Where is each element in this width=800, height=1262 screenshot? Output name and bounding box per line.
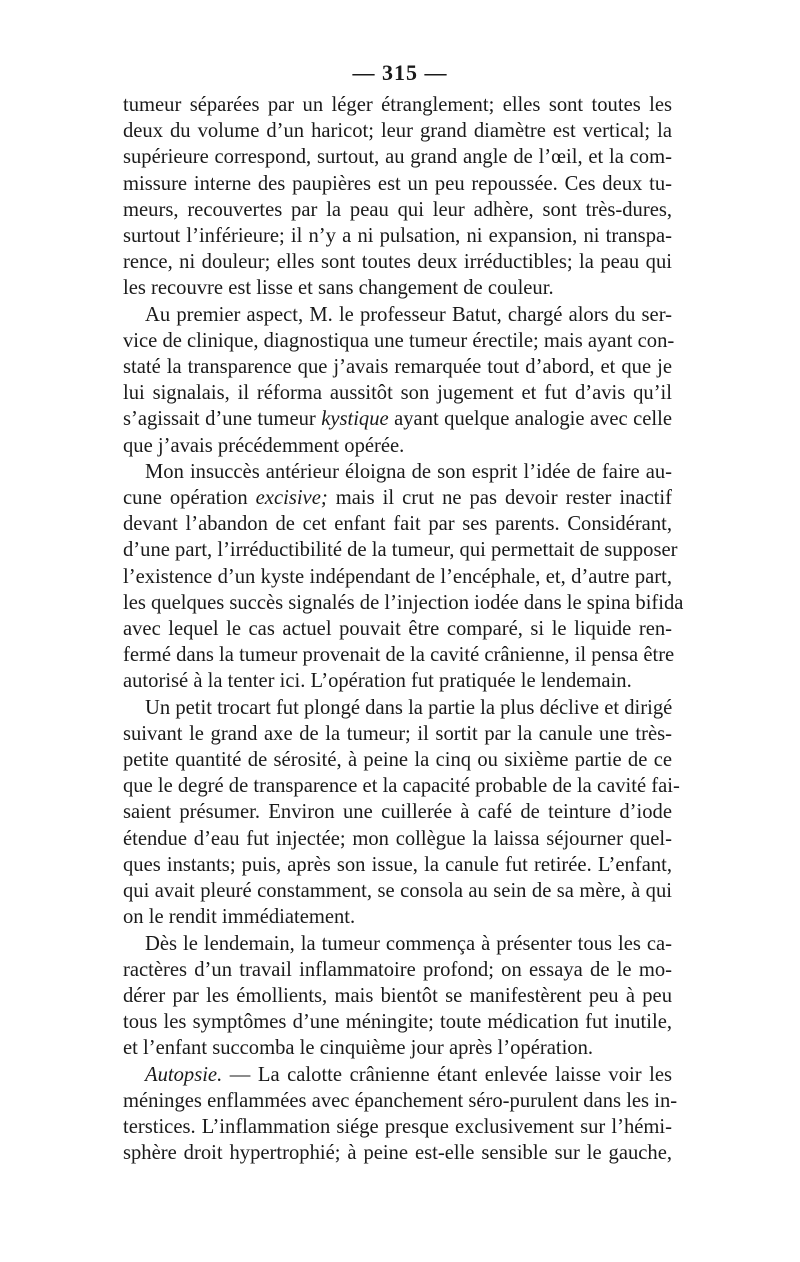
paragraph: [123, 302, 675, 459]
text-line: meurs, recouvertes par la peau qui leur adhère, sont très-dures,: [123, 198, 672, 221]
text-line: devant l’abandon de cet enfant fait par ses parents. Considérant,: [123, 513, 672, 536]
text-line: ractères d’un travail inflammatoire profond; on essaya de le mo-: [123, 958, 672, 981]
paragraph: [123, 459, 684, 695]
text-line: Un petit trocart fut plongé dans la partie la plus déclive et dirigé: [145, 696, 673, 719]
text-line: deux du volume d’un haricot; leur grand diamètre est vertical; la: [123, 120, 672, 143]
text-line: saient présumer. Environ une cuillerée à café de teinture d’iode: [123, 801, 672, 824]
text-line: Dès le lendemain, la tumeur commença à présenter tous les ca-: [145, 932, 672, 955]
text-line: l’existence d’un kyste indépendant de l’encéphale, et, d’autre part,: [123, 565, 672, 588]
text-line: Mon insuccès antérieur éloigna de son esprit l’idée de faire au-: [145, 460, 672, 483]
paragraph: [123, 931, 672, 1062]
text-line: et l’enfant succomba le cinquième jour après l’opération.: [123, 1037, 594, 1060]
text-line: lui signalais, il réforma aussitôt son jugement et fut d’avis qu’il: [123, 382, 672, 405]
text-line: d’une part, l’irréductibilité de la tumeur, qui permettait de supposer: [123, 539, 678, 562]
italic-term: kystique: [321, 408, 389, 431]
text-line: cune opération excisive; mais il crut ne pas devoir rester inactif: [123, 487, 672, 510]
text-line: qui avait pleuré constamment, se consola au sein de sa mère, à qui: [123, 880, 672, 903]
italic-term: excisive;: [255, 487, 328, 510]
text-line: dérer par les émollients, mais bientôt se manifestèrent peu à peu: [123, 984, 672, 1007]
text-line: étendue d’eau fut injectée; mon collègue la laissa séjourner quel-: [123, 827, 672, 850]
text-line: les quelques succès signalés de l’injection iodée dans le spina bifida: [123, 591, 684, 614]
text-line: staté la transparence que j’avais remarquée tout d’abord, et que je: [123, 356, 672, 379]
text-line: surtout l’inférieure; il n’y a ni pulsation, ni expansion, ni transpa-: [123, 225, 672, 248]
text-line: on le rendit immédiatement.: [123, 906, 356, 929]
paragraph: [123, 92, 672, 302]
text-line: que le degré de transparence et la capacité probable de la cavité fai-: [123, 775, 680, 798]
text-line: suivant le grand axe de la tumeur; il sortit par la canule une très-: [123, 722, 672, 745]
text-line: les recouvre est lisse et sans changement de couleur.: [123, 277, 554, 300]
text-line: missure interne des paupières est un peu repoussée. Ces deux tu-: [123, 172, 672, 195]
text-line: rence, ni douleur; elles sont toutes deux irréductibles; la peau qui: [123, 251, 672, 274]
text-line: autorisé à la tenter ici. L’opération fut pratiquée le lendemain.: [123, 670, 632, 693]
text-line: supérieure correspond, surtout, au grand angle de l’œil, et la com-: [123, 146, 672, 169]
text-line: vice de clinique, diagnostiqua une tumeur érectile; mais ayant con-: [123, 329, 675, 352]
page-number: — 315 —: [352, 60, 448, 85]
italic-term: Autopsie.: [145, 1063, 223, 1086]
text-line: tumeur séparées par un léger étranglement; elles sont toutes les: [123, 94, 672, 116]
paragraph: [123, 695, 680, 931]
text-line: s’agissait d’une tumeur kystique ayant quelque analogie avec celle: [123, 408, 672, 431]
text-line: avec lequel le cas actuel pouvait être comparé, si le liquide ren-: [123, 618, 672, 641]
body-text: [123, 92, 684, 1166]
text-line: fermé dans la tumeur provenait de la cavité crânienne, il pensa être: [123, 644, 675, 667]
text-line: Au premier aspect, M. le professeur Batut, chargé alors du ser-: [145, 303, 672, 326]
paragraph: [123, 1062, 678, 1167]
text-line: sphère droit hypertrophié; à peine est-elle sensible sur le gauche,: [123, 1142, 672, 1165]
text-line: terstices. L’inflammation siége presque exclusivement sur l’hémi-: [123, 1115, 672, 1138]
text-line: Autopsie. — La calotte crânienne étant enlevée laisse voir les: [145, 1063, 672, 1086]
text-line: petite quantité de sérosité, à peine la cinq ou sixième partie de ce: [123, 749, 672, 772]
text-line: ques instants; puis, après son issue, la canule fut retirée. L’enfant,: [123, 853, 672, 876]
text-line: que j’avais précédemment opérée.: [123, 434, 405, 457]
text-line: tous les symptômes d’une méningite; toute médication fut inutile,: [123, 1011, 672, 1034]
text-line: méninges enflammées avec épanchement séro-purulent dans les in-: [123, 1089, 678, 1112]
